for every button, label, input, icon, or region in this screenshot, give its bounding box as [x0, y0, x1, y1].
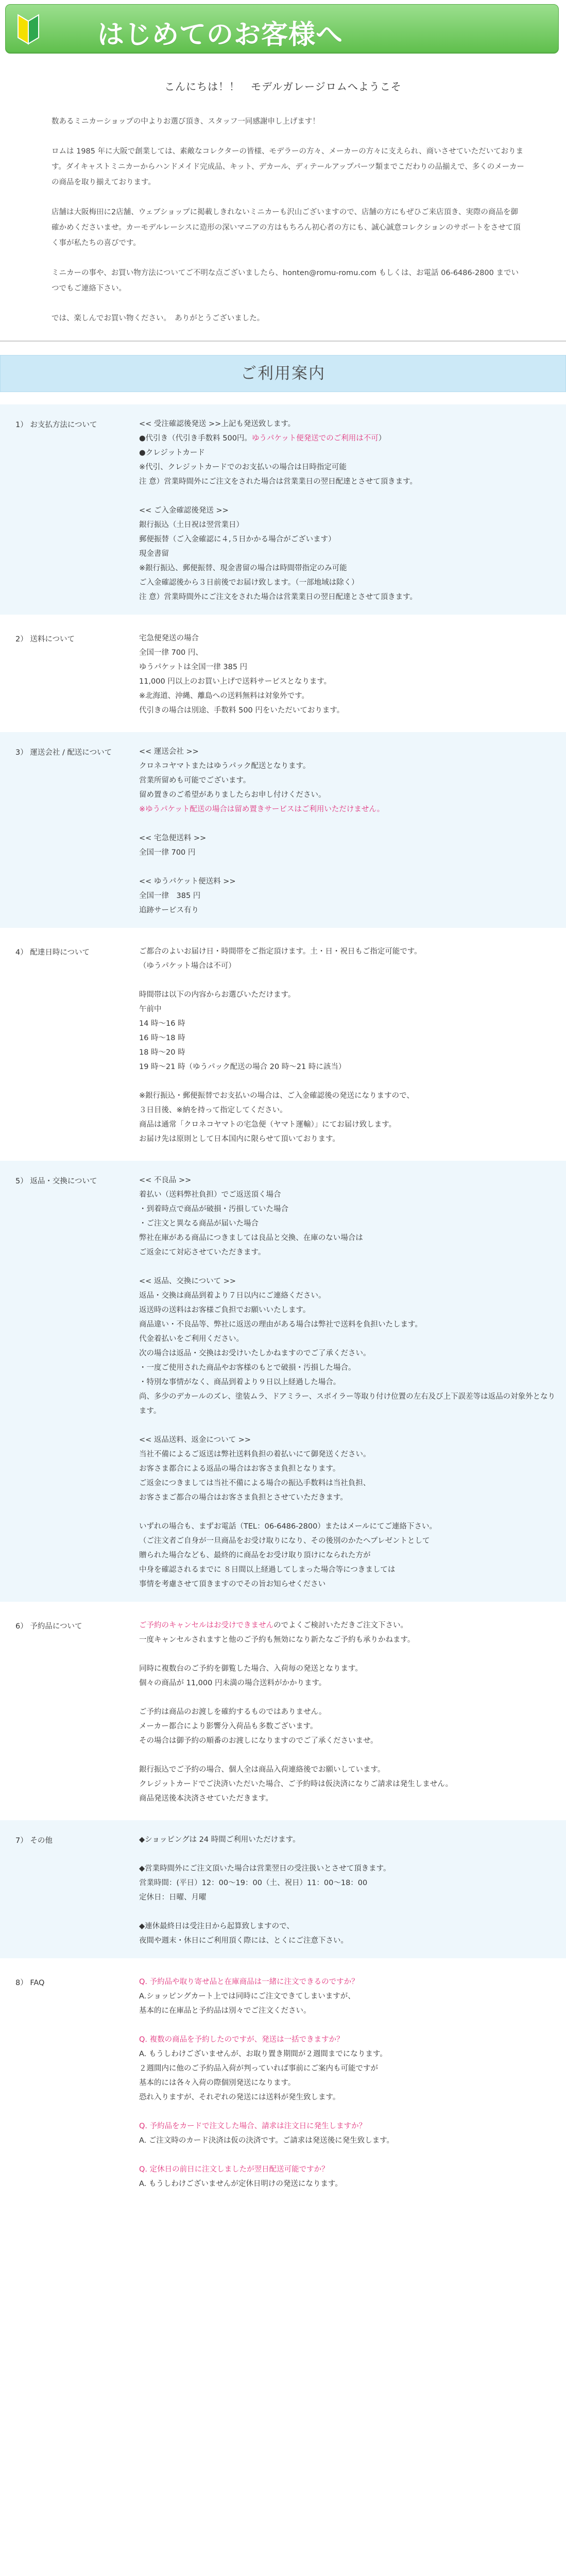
section-body — [139, 1820, 566, 1958]
section-line: メーカー都合により影響分入荷品も多数ございます。 — [139, 1722, 318, 1731]
intro-paragraph: 数あるミニカーショップの中よりお選び頂き、スタッフ一同感謝申し上げます！ — [52, 117, 320, 126]
section-line: 19 時～21 時（ゆうパック配送の場合 20 時～21 時に該当） — [139, 1063, 346, 1071]
section-line: 11,000 円以上のお買い上げで送料サービスとなります。 — [139, 677, 332, 686]
section-line: 贈られた場合なども、最終的に商品をお受け取り頂けになられた方が — [139, 1551, 371, 1560]
section-label: 3） 運送会社 / 配送について — [15, 749, 112, 757]
section-line: 時間帯は以下の内容からお選びいただけます。 — [139, 991, 296, 999]
section-line — [139, 1847, 556, 1861]
page-banner — [5, 4, 559, 54]
section-line: Q. 定休日の前日に注文しましたが翌日配送可能ですか？ — [139, 2165, 329, 2174]
section-line: 恐れ入りますが、それぞれの発送には送料が発生致します。 — [139, 2093, 340, 2102]
section-label: 4） 配達日時について — [15, 948, 90, 957]
section-line: ◆営業時間外にご注文頂いた場合は営業翌日の受注扱いとさせて頂きます。 — [139, 1865, 391, 1873]
section-body — [139, 1606, 566, 1816]
intro-paragraph: 店舗は大阪梅田に2店舗、ウェブショップに掲載しきれないミニカーも沢山ございますので、店舗の方にもぜひご来店頂き、実際の商品を御確かめくださいませ。カーモデルレーシスに造形の深いマニアの方はもちろん初心者の方にも、誠心誠意コレクションのサポートをさせて頂く事が私たちの喜びです。 — [52, 208, 521, 247]
section-line: いずれの場合も、まずお電話（TEL：06-6486-2800）またはメールにてご連絡下さい。 — [139, 1522, 437, 1531]
section-line: 16 時～18 時 — [139, 1034, 185, 1042]
guide-section — [0, 1161, 566, 1602]
section-line: ・一度ご使用された商品やお客様のもとで破損・汚損した場合。 — [139, 1364, 356, 1372]
section-line: Q. 複数の商品を予約したのですが、発送は一括できますか？ — [139, 2036, 344, 2044]
section-line: ・ご注文と異なる商品が届いた場合 — [139, 1219, 259, 1228]
guide-section — [0, 1820, 566, 1958]
section-line: 営業時間：(平日）12：00～19：00（土、祝日）11：00～18：00 — [139, 1879, 368, 1887]
section-line: ご返金にて対応させていただきます。 — [139, 1248, 266, 1257]
section-line: A. もうしわけございませんが定休日明けの発送になります。 — [139, 2180, 342, 2188]
section-line — [139, 1690, 556, 1705]
section-line: ●代引き（代引き手数料 500円。ゆうパケット便発送でのご利用は不可） — [139, 434, 386, 443]
section-line: クロネコヤマトまたはゆうパック配送となります。 — [139, 762, 311, 770]
section-line: ※銀行振込、郵便振替、現金書留の場合は時間帯指定のみ可能 — [139, 564, 347, 572]
section-line: （ゆうパケット場合は不可） — [139, 962, 236, 970]
section-line: 全国一律 385 円 — [139, 892, 201, 900]
section-line — [139, 2018, 556, 2032]
section-line: 留め置きのご希望がありましたらお申し付けください。 — [139, 791, 326, 799]
section-line: << 宅急便送料 >> — [139, 834, 207, 842]
section-line — [139, 1647, 556, 1662]
section-line: 中身を確認されるまでに ８日間以上経過してしまった場合等につきましては — [139, 1566, 396, 1574]
section-line: 銀行振込（土日祝は翌営業日） — [139, 521, 244, 529]
section-line: 事情を考慮させて頂きますのでその旨お知らせください — [139, 1580, 326, 1588]
section-line: クレジットカードでご決済いただいた場合、ご予約時は仮決済になりご請求は発生しません。 — [139, 1780, 453, 1788]
section-line: 同時に複数台のご予約を御覧した場合、入荷毎の発送となります。 — [139, 1665, 363, 1673]
section-label: 1） お支払方法について — [15, 421, 97, 429]
section-line: 代引きの場合は別途、手数料 500 円をいただいております。 — [139, 706, 345, 715]
section-line: ご入金確認後から３日前後でお届け致します。（一部地域は除く） — [139, 579, 359, 587]
section-line: お客さまご都合の場合はお客さま負担とさせていただきます。 — [139, 1494, 348, 1502]
section-line: Q. 予約品や取り寄せ品と在庫商品は一緒に注文できるのですか？ — [139, 1978, 359, 1986]
section-line — [139, 817, 556, 831]
welcome-heading: こんにちは！！ モデルガレージロムへようこそ — [164, 80, 402, 93]
section-line: 14 時～16 時 — [139, 1020, 185, 1028]
section-line: 定休日：日曜、月曜 — [139, 1893, 207, 1902]
section-line: ●クレジットカード — [139, 449, 205, 457]
section-line: お届け先は原則として日本国内に限らせて頂いております。 — [139, 1135, 340, 1143]
beginner-mark-icon — [17, 14, 40, 45]
section-label: 2） 送料について — [15, 635, 75, 643]
section-line: << ご入金確認後発送 >> — [139, 506, 229, 515]
intro-paragraph: では、楽しんでお買い物ください。 ありがとうございました。 — [52, 314, 265, 323]
guide-section — [0, 619, 566, 728]
section-line: ２週間内に他のご予約品入荷が判っていれば事前にご案内も可能ですが — [139, 2064, 378, 2073]
section-line: ◆連休最終日は受注日から起算致しますので、 — [139, 1922, 294, 1930]
section-line: 夜間や週末・休日にご利用頂く際には、とくにご注意下さい。 — [139, 1937, 348, 1945]
section-line: << 返品送料、返金について >> — [139, 1436, 251, 1444]
section-line: ※代引、クレジットカードでのお支払いの場合は日時指定可能 — [139, 463, 347, 471]
section-line: ・到着時点で商品が破損・汚損していた場合 — [139, 1205, 288, 1213]
section-line: 返送時の送料はお客様ご負担でお願いいたします。 — [139, 1306, 311, 1314]
section-line — [139, 1748, 556, 1762]
section-line: その場合は御予約の順番のお渡しになりますのでご了承くださいませ。 — [139, 1737, 378, 1745]
section-line: 注 意）営業時間外にご注文をされた場合は営業業日の翌日配達とさせて頂きます。 — [139, 478, 417, 486]
section-line — [139, 1418, 556, 1433]
section-line: ※ゆうパケット配送の場合は留め置きサービスはご利用いただけません。 — [139, 805, 385, 814]
section-label: 5） 返品・交換について — [15, 1177, 97, 1185]
section-line: << 不良品 >> — [139, 1176, 192, 1184]
section-line: A. もうしわけございませんが、お取り置き期間が２週間までになります。 — [139, 2050, 387, 2058]
section-line: （ご注文者ご自身が一旦商品をお受け取りになり、その後別のかたへプレゼントとして — [139, 1537, 430, 1545]
section-body — [139, 619, 566, 728]
guide-section — [0, 1962, 566, 2201]
intro-paragraph: ミニカーの事や、お買い物方法についてご不明な点ございましたら、honten@romu-romu.com もしくは、お電話 06-6486-2800 までいつでもご連絡下さい。 — [52, 269, 519, 293]
section-line — [139, 1260, 556, 1274]
section-body — [139, 932, 566, 1157]
section-line: 返品・交換は商品到着より７日以内にご連絡ください。 — [139, 1292, 326, 1300]
section-line: 営業所留めも可能でございます。 — [139, 776, 251, 785]
section-line — [139, 2148, 556, 2162]
section-line — [139, 1905, 556, 1919]
guide-sections — [0, 404, 566, 2201]
section-label: 8） FAQ — [15, 1979, 45, 1987]
section-line: Q. 予約品をカードで注文した場合、請求は注文日に発生しますか？ — [139, 2122, 367, 2130]
section-body — [139, 732, 566, 928]
section-line: ご予約は商品のお渡しを確約するものではありません。 — [139, 1708, 327, 1716]
section-line: 着払い（送料弊社負担）でご返送頂く場合 — [139, 1191, 281, 1199]
section-label: 7） その他 — [15, 1837, 53, 1845]
section-line — [139, 1505, 556, 1519]
section-line: 商品違い・不良品等、弊社に返送の理由がある場合は弊社で送料を負担いたします。 — [139, 1320, 422, 1329]
banner-title: はじめてのお客様へ — [97, 20, 344, 50]
section-body — [139, 404, 566, 615]
section-line: 代金着払いをご利用ください。 — [139, 1335, 244, 1343]
section-line: 追跡サービス有り — [139, 906, 199, 914]
section-line: ご都合のよいお届け日・時間帯をご指定頂けます。土・日・祝日もご指定可能です。 — [139, 947, 422, 956]
section-body — [139, 1161, 566, 1602]
divider — [0, 341, 566, 342]
section-label: 6） 予約品について — [15, 1622, 82, 1631]
section-line: << ゆうパケット便送料 >> — [139, 877, 236, 886]
section-line: 全国一律 700 円、 — [139, 649, 203, 657]
section-line: ・特別な事情がなく、商品到着より９日以上経過した場合。 — [139, 1378, 341, 1386]
section-line: ◆ショッピングは 24 時間ご利用いただけます。 — [139, 1836, 300, 1844]
section-line: お客さま都合による返品の場合はお客さま負担となります。 — [139, 1465, 340, 1473]
section-line: 当社不備によるご返送は弊社送料負担の着払いにて御発送ください。 — [139, 1450, 371, 1459]
section-line: ゆうパケットは全国一律 385 円 — [139, 663, 248, 671]
section-line: 尚、多少のデカールのズレ、塗装ムラ、ドアミラー、スポイラー等取り付け位置の左右及び上下誤差等は返品の対象外となります。 — [139, 1393, 556, 1415]
section-line: 郵便振替（ご入金確認に４,５日かかる場合がございます） — [139, 535, 336, 544]
section-line: << 運送会社 >> — [139, 748, 199, 756]
guide-section — [0, 932, 566, 1157]
section-line: 全国一律 700 円 — [139, 849, 196, 857]
section-line: A.ショッピングカート上では同時にご注文できてしまいますが、 — [139, 1992, 355, 2001]
section-line — [139, 489, 556, 503]
section-line: 現金書留 — [139, 550, 169, 558]
section-line: << 受注確認後発送 >>上記も発送致します。 — [139, 420, 296, 428]
guide-section — [0, 732, 566, 928]
section-line: 午前中 — [139, 1005, 162, 1013]
guide-section — [0, 1606, 566, 1816]
section-line — [139, 973, 556, 988]
section-line: 宅急便発送の場合 — [139, 634, 199, 642]
section-line — [139, 2105, 556, 2119]
intro-text — [52, 114, 525, 326]
section-line: 商品発送後本決済させていただきます。 — [139, 1794, 273, 1803]
section-line: ※銀行振込・郵便振替でお支払いの場合は、ご入金確認後の発送になりますので、 — [139, 1092, 414, 1100]
section-line: A. ご注文時のカード決済は仮の決済です。ご請求は発送後に発生致します。 — [139, 2137, 395, 2145]
section-line: 弊社在庫がある商品につきましては良品と交換、在庫のない場合は — [139, 1234, 363, 1242]
section-line: 商品は通常「クロネコヤマトの宅急便（ヤマト運輸）」にてお届け致します。 — [139, 1121, 397, 1129]
section-line: 個々の商品が 11,000 円未満の場合送料がかかります。 — [139, 1679, 327, 1687]
section-line: 注 意）営業時間外にご注文をされた場合は営業業日の翌日配達とさせて頂きます。 — [139, 593, 417, 601]
section-line: 基本的に在庫品と予約品は別々でご注文ください。 — [139, 2007, 311, 2015]
section-line: << 返品、交換について >> — [139, 1277, 236, 1285]
section-line: ご予約のキャンセルはお受けできませんのでよくご検討いただきご注文下さい。 — [139, 1621, 408, 1630]
guide-section — [0, 404, 566, 615]
section-line: 基本的には各々入荷の際個別発送になります。 — [139, 2079, 296, 2087]
section-line: ※北海道、沖縄、離島への送料無料は対象外です。 — [139, 692, 309, 700]
section-line: 次の場合は返品・交換はお受けいたしかねますのでご了承ください。 — [139, 1349, 371, 1358]
guide-title: ご利用案内 — [0, 355, 566, 392]
section-line: 18 時～20 時 — [139, 1048, 185, 1057]
section-line — [139, 1074, 556, 1089]
section-body — [139, 1962, 566, 2201]
section-line: ３日目後、※納を持って指定してください。 — [139, 1106, 287, 1114]
section-line: ご返金につきましては当社不備による場合の振込手数料は当社負担、 — [139, 1479, 371, 1487]
section-line: 銀行振込でご予約の場合、個人全は商品入荷連絡後でお願いしています。 — [139, 1766, 385, 1774]
intro-paragraph: ロムは 1985 年に大阪で創業しては、素敵なコレクターの皆様、モデラーの方々、メーカーの方々に支えられ、商いさせていただいております。ダイキャストミニカーからハンドメイド完成品、キット、デカール、ディテールアップパーツ類までこだわりの品揃えで、多くのメーカーの商品を取り揃えております。 — [52, 147, 524, 187]
section-line: 一度キャンセルされますと他のご予約も無効になり新たなご予約も承りかねます。 — [139, 1636, 415, 1644]
section-line — [139, 860, 556, 874]
